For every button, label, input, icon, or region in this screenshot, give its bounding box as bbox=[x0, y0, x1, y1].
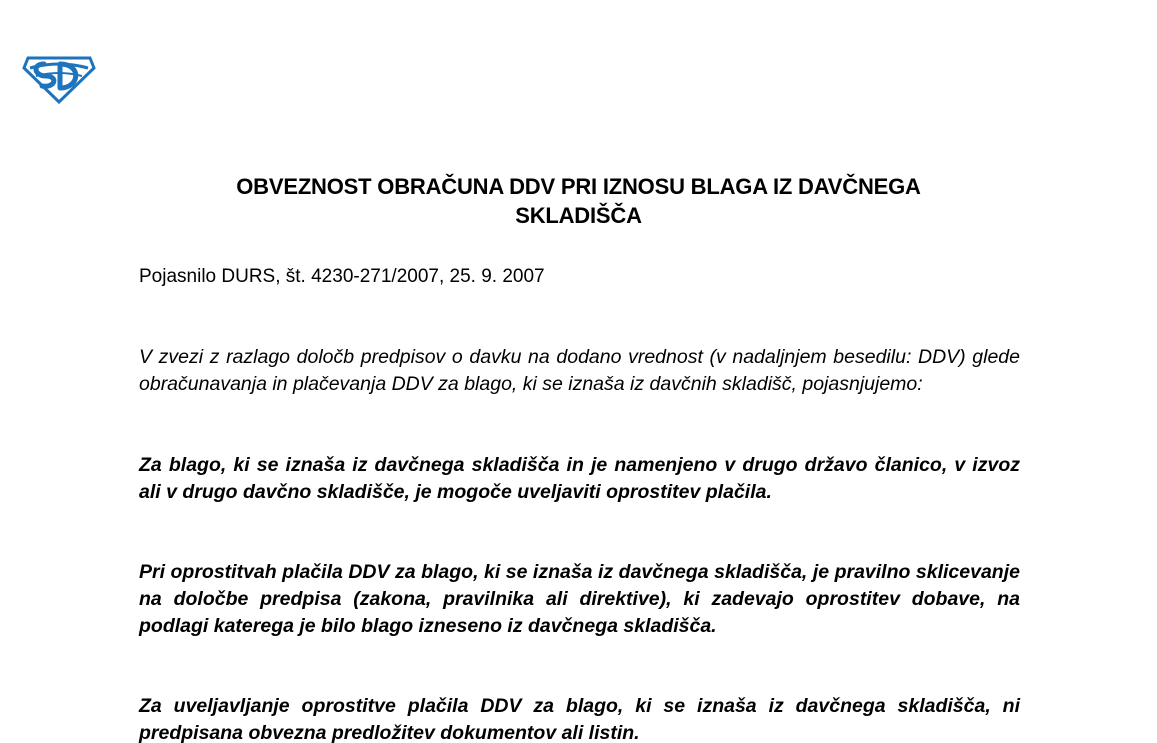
diamond-logo-icon bbox=[22, 50, 96, 104]
paragraph-reference: Pri oprostitvah plačila DDV za blago, ki se iznaša iz davčnega skladišča, je pravilno sklicevanje na določbe predpisa (zakona, pravilnika ali direktive), ki zadevajo oprostitev dobave, na podlagi katerega je bilo blago izneseno iz davčnega skladišča. bbox=[139, 561, 1020, 637]
paragraph-exemption: Za blago, ki se iznaša iz davčnega skladišča in je namenjeno v drugo državo članico, v izvoz ali v drugo davčno skladišče, je mogoče uveljaviti oprostitev plačila. bbox=[139, 454, 1020, 503]
title-line-1: OBVEZNOST OBRAČUNA DDV PRI IZNOSU BLAGA IZ DAVČNEGA bbox=[236, 174, 921, 199]
document-title bbox=[0, 172, 1157, 230]
company-logo bbox=[22, 50, 96, 104]
paragraph-documents: Za uveljavljanje oprostitve plačila DDV za blago, ki se iznaša iz davčnega skladišča, ni predpisana obvezna predložitev dokumentov ali listin. bbox=[139, 695, 1020, 743]
document-reference: Pojasnilo DURS, št. 4230-271/2007, 25. 9. 2007 bbox=[139, 266, 545, 287]
title-line-2: SKLADIŠČA bbox=[515, 203, 642, 228]
paragraph-intro: V zvezi z razlago določb predpisov o davku na dodano vrednost (v nadaljnjem besedilu: DDV) glede obračunavanja in plačevanja DDV za blago, ki se iznaša iz davčnih skladišč, pojasnjujemo: bbox=[139, 346, 1020, 395]
